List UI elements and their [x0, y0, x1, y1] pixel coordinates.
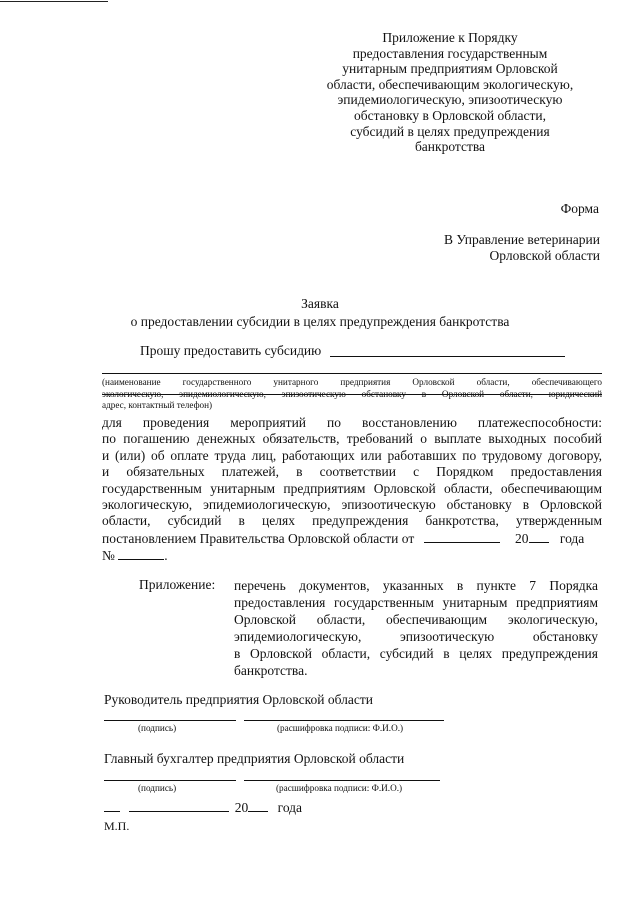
enterprise-name-field-2[interactable] — [102, 373, 602, 374]
annex-line: области, обеспечивающим экологическую, — [326, 76, 574, 92]
attachment-line: предоставления государственным унитарным предприятиям — [234, 595, 598, 610]
signing-date — [104, 799, 302, 816]
caption-line: экологическую, эпидемиологическую, эпизоотическую обстановку в Орловской области, юридический — [102, 388, 602, 399]
body-line: по погашению денежных обязательств, требований о выплате выходных пособий — [102, 431, 602, 447]
date-year-suffix: года — [277, 800, 303, 815]
body-line: постановлением Правительства Орловской области от — [102, 530, 415, 546]
accountant-name-caption: (расшифровка подписи: Ф.И.О.) — [276, 783, 403, 793]
request-lead: Прошу предоставить субсидию — [140, 343, 322, 358]
decree-year-field[interactable] — [529, 530, 549, 543]
caption-line: (наименование государственного унитарного предприятия Орловской области, обеспечивающего — [102, 377, 602, 387]
number-sign: № — [102, 548, 115, 564]
body-paragraph — [102, 415, 602, 565]
caption — [102, 377, 602, 412]
annex-line: Приложение к Порядку — [382, 30, 518, 45]
decree-date-field[interactable] — [424, 530, 500, 543]
annex-line: эпидемиологическую, эпизоотическую — [337, 92, 563, 108]
attachment-label: Приложение: — [139, 577, 216, 592]
addressee — [444, 232, 600, 264]
annex-line: субсидий в целях предупреждения — [350, 123, 550, 139]
body-line: области, субсидий в целях предупреждения банкротства, утвержденным — [102, 513, 602, 529]
body-line: государственным унитарным предприятиям Орловской области, обеспечивающим — [102, 480, 602, 496]
date-year-prefix: 20 — [234, 800, 249, 815]
enterprise-name-field[interactable] — [330, 356, 565, 357]
end-dot: . — [164, 548, 168, 564]
date-month-field[interactable] — [129, 799, 229, 812]
date-day-field[interactable] — [104, 799, 120, 812]
head-signature-field[interactable] — [104, 720, 236, 721]
head-title: Руководитель предприятия Орловской области — [104, 692, 373, 707]
accountant-name-field[interactable] — [244, 780, 440, 781]
head-sign-caption: (подпись) — [138, 723, 177, 733]
document-title: Заявка — [301, 296, 339, 311]
head-name-caption: (расшифровка подписи: Ф.И.О.) — [277, 723, 404, 733]
body-last-line — [102, 530, 602, 547]
attachment-line: банкротства. — [234, 663, 308, 678]
year-suffix: года — [559, 530, 585, 546]
annex-line: унитарным предприятиям Орловской — [342, 61, 558, 77]
annex-header — [300, 30, 600, 155]
body-line: и (или) об оплате труда лиц, работающих или работавших по трудовому договору, — [102, 447, 602, 463]
top-rule — [0, 1, 108, 2]
addressee-line-1: В Управление ветеринарии — [443, 232, 600, 247]
annex-line: предоставления государственным — [352, 45, 548, 61]
stamp-label: М.П. — [104, 819, 130, 833]
attachment-line: в Орловской области, субсидий в целях предупреждения — [234, 646, 598, 661]
accountant-title: Главный бухгалтер предприятия Орловской области — [104, 751, 405, 766]
document-subtitle: о предоставлении субсидии в целях предупреждения банкротства — [130, 314, 510, 329]
attachment-line: перечень документов, указанных в пункте 7 Порядка — [234, 578, 598, 593]
annex-line: обстановку в Орловской области, — [353, 107, 547, 123]
accountant-signature-field[interactable] — [104, 780, 236, 781]
attachment-line: Орловской области, обеспечивающим экологическую, — [234, 612, 598, 627]
annex-line: банкротства — [414, 139, 486, 155]
date-year-field[interactable] — [248, 799, 268, 812]
body-line: экологическую, эпидемиологическую, эпизоотическую обстановку в Орловской — [102, 497, 602, 513]
year-prefix: 20 — [515, 530, 529, 546]
body-line: для проведения мероприятий по восстановлению платежеспособности: — [102, 415, 602, 430]
attachment-line: эпидемиологическую, эпизоотическую обстановку — [234, 629, 598, 644]
caption-line: адрес, контактный телефон) — [102, 400, 213, 411]
head-name-field[interactable] — [244, 720, 444, 721]
attachment-text — [234, 577, 598, 679]
decree-number-line — [102, 547, 602, 564]
addressee-line-2: Орловской области — [489, 248, 600, 263]
form-label: Форма — [560, 201, 599, 216]
body-line: и обязательных платежей, в соответствии с Порядком предоставления — [102, 464, 602, 480]
accountant-sign-caption: (подпись) — [138, 783, 177, 793]
decree-number-field[interactable] — [118, 547, 164, 560]
